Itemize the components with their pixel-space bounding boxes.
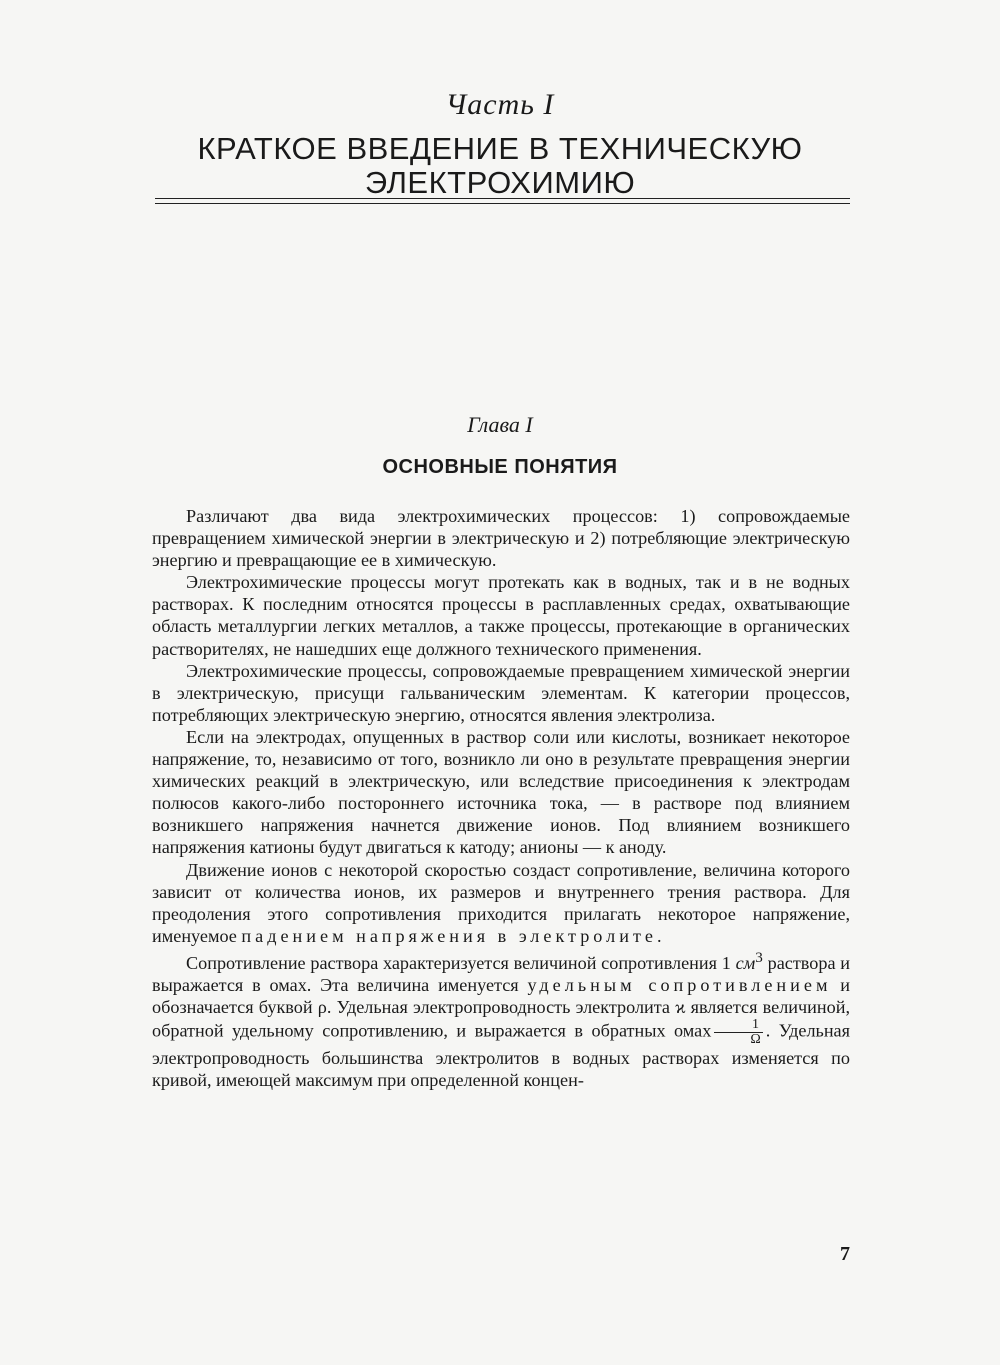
paragraph-3: Электрохимические процессы, сопровождаемые превращением химической энергии в электрическую, присущи гальваническим элементам. К категории процессов, потребляющих электрическую энергию, относятся явления электролиза.: [152, 660, 850, 725]
paragraph-6: [152, 947, 850, 1092]
fraction-reciprocal-ohm: [714, 1018, 762, 1047]
paragraph-1: Различают два вида электрохимических процессов: 1) сопровождаемые превращением химической энергии в электрическую и 2) потребляющие электрическую энергию и превращающие ее в химическую.: [152, 506, 850, 571]
paragraph-6-text-c: и обозначается буквой ρ. Удельная электропроводность электролита ϰ является величиной, обратной удельному сопротивлению, и выражается в обратных омах: [152, 975, 851, 1041]
paragraph-2: Электрохимические процессы могут протекать как в водных, так и в не водных растворах. К последним относятся процессы в расплавленных средах, охватывающие область металлургии легких металлов, а также процессы, протекающие в органических растворителях, не нашедших еще должного технического применения.: [152, 572, 850, 659]
part-title-line-2: ЭЛЕКТРОХИМИЮ: [364, 165, 636, 200]
page-number: 7: [840, 1243, 850, 1265]
paragraph-6-text-b: раствора и выражается в омах. Эта величина именуется: [152, 952, 851, 996]
paragraph-4: Если на электродах, опущенных в раствор соли или кислоты, возникает некоторое напряжение, то, независимо от того, возникло ли оно в результате превращения энергии химических реакций в электрическую, или вследствие присоединения к электродам полюсов какого-либо постороннего источника тока, — в растворе под влиянием возникшего напряжения начнется движение ионов. Под влиянием возникшего напряжения катионы будут двигаться к катоду; анионы — к аноду.: [152, 726, 850, 858]
unit-exponent: 3: [755, 948, 763, 966]
term-voltage-drop: падением напряжения в электролите: [241, 925, 657, 946]
paragraph-5: [152, 859, 850, 947]
title-divider-bottom: [155, 203, 850, 204]
paragraph-6-text-d: . Удельная электропроводность большинства электролитов в водных растворах изменяется по кривой, имеющей максимум при определенной концен-: [152, 1020, 850, 1091]
part-title-line-1: КРАТКОЕ ВВЕДЕНИЕ В ТЕХНИЧЕСКУЮ: [197, 131, 803, 166]
title-divider-top: [155, 198, 850, 199]
paragraph-5-end: .: [657, 925, 662, 946]
fraction-numerator: 1: [714, 1018, 762, 1033]
chapter-title: ОСНОВНЫЕ ПОНЯТИЯ: [382, 456, 618, 478]
unit-cm: см: [735, 952, 756, 973]
part-title: [0, 132, 1000, 200]
part-label: Часть I: [445, 88, 555, 121]
paragraph-6-text-a: Сопротивление раствора характеризуется величиной сопротивления 1: [186, 952, 731, 973]
chapter-label: Глава I: [467, 412, 533, 437]
fraction-denominator: Ω: [750, 1032, 761, 1048]
body-text: [152, 505, 850, 1091]
paragraph-5-text: Движение ионов с некоторой скоростью создаст сопротивление, величина которого зависит от количества ионов, их размеров и внутреннего трения раствора. Для преодоления этого сопротивления приходится прилагать некоторое напряжение, именуемое: [152, 859, 850, 946]
term-specific-resistance: удельным сопротивлением: [527, 975, 832, 996]
